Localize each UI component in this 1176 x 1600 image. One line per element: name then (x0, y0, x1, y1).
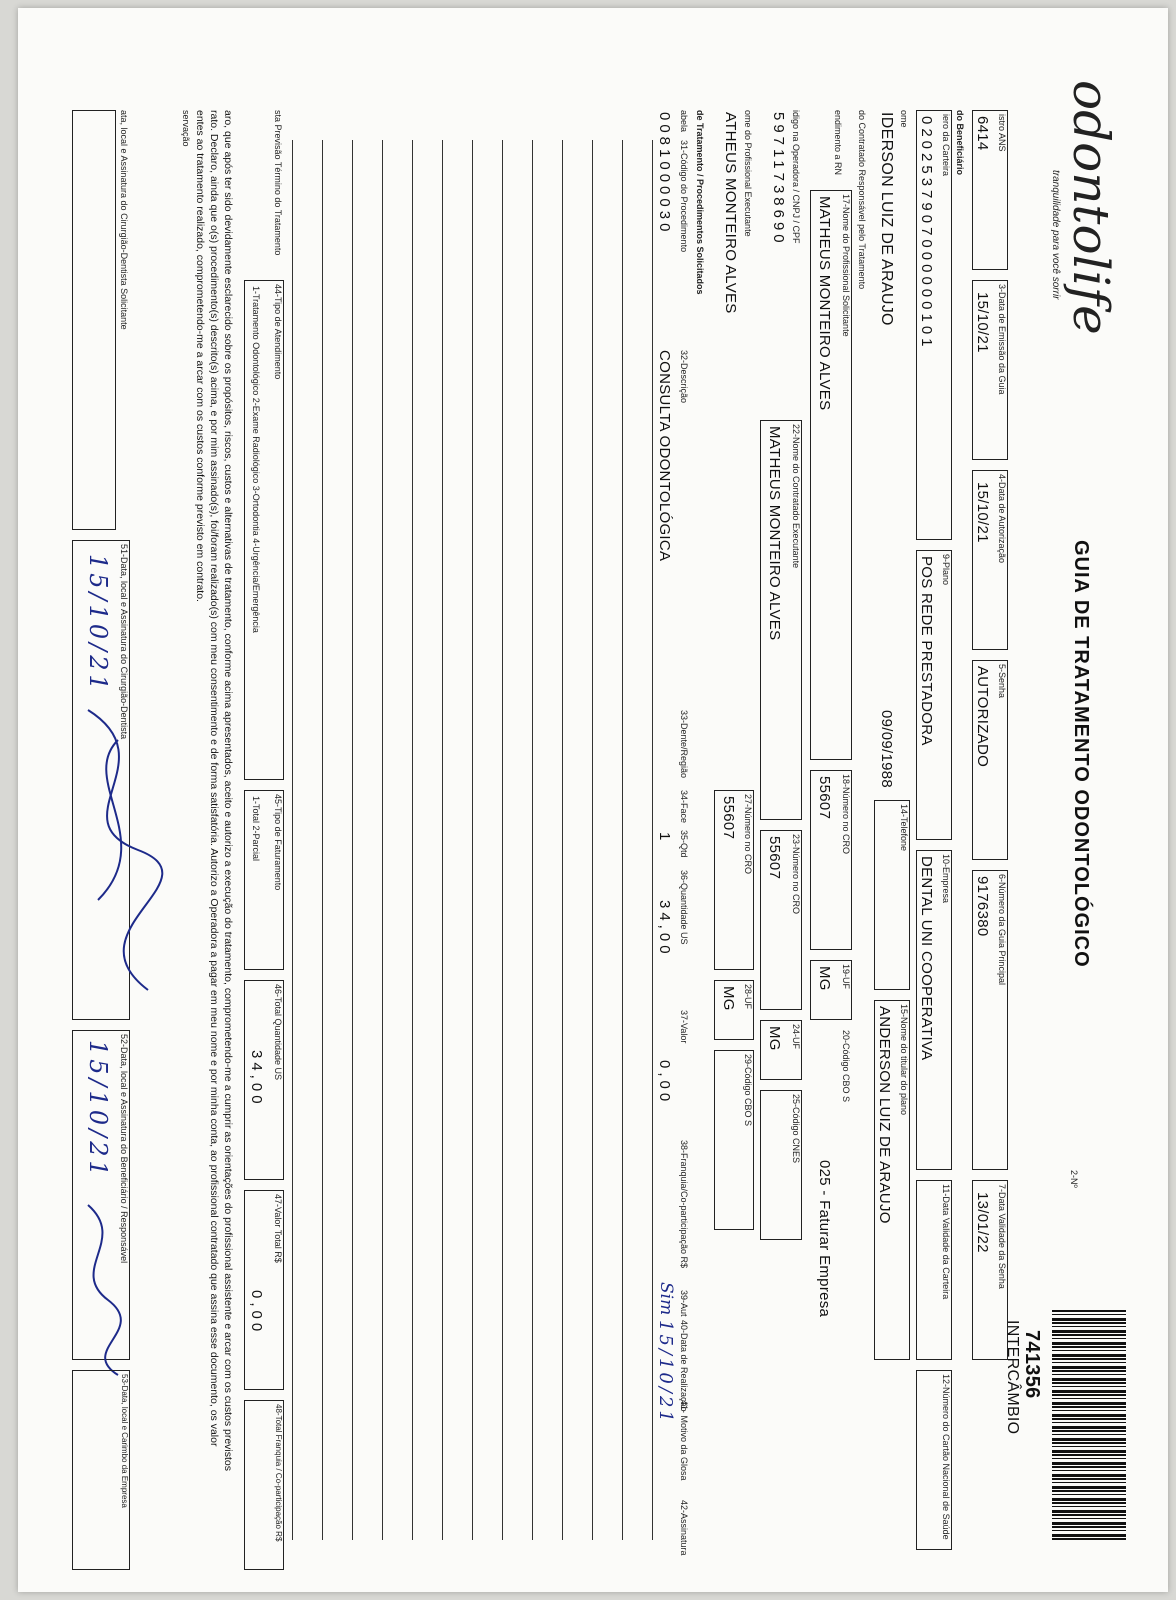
issue-date-value: 15/10/21 (974, 292, 991, 353)
guide-type: INTERCÂMBIO (1004, 1320, 1021, 1435)
table-row (652, 140, 654, 1540)
sig-requesting-box[interactable] (72, 110, 116, 530)
procedure-description: CONSULTA ODONTOLÓGICA (656, 350, 673, 562)
table-row (532, 140, 534, 1540)
declaration-line-3: entes ao tratamento realizado, comprometendo-me a arcar com os custos conforme previsto em contrato. (194, 110, 206, 602)
holder-label: 15-Nome do titular do plano (899, 1004, 909, 1116)
billing-options: 1-Total 2-Parcial (251, 796, 261, 862)
table-row (292, 140, 294, 1540)
sig-exec-label: 51-Data, local e Assinatura do Cirurgião-Dentista (119, 544, 129, 740)
req-prof-label: 17-Nome do Profissional Solicitante (841, 194, 851, 337)
ans-value: 6414 (974, 116, 991, 151)
password-label: 5-Senha (997, 664, 1007, 699)
table-row (472, 140, 474, 1540)
holder-value: ANDERSON LUIZ DE ARAUJO (876, 1006, 893, 1224)
procedure-code: 0081000030 (656, 112, 673, 236)
barcode-image (1052, 1310, 1126, 1540)
exec-name-value: MATHEUS MONTEIRO ALVES (766, 426, 783, 641)
col-description: 32-Descrição (679, 350, 689, 404)
card-label: iero da Carteira (941, 114, 951, 177)
beneficiary-signature (58, 1200, 138, 1380)
sus-label: 12-Número do Cartão Nacional de Saúde (941, 1374, 951, 1540)
col-tooth: 33-Dente/Região (679, 710, 689, 779)
req-prof-value: MATHEUS MONTEIRO ALVES (816, 196, 833, 411)
auth-date-value: 15/10/21 (974, 482, 991, 543)
table-row (382, 140, 384, 1540)
exec-prof-cro-value: 55607 (720, 796, 737, 840)
attendance-label: 44-Tipo de Atendimento (273, 284, 283, 380)
company-logo: odontolife (1062, 80, 1120, 335)
exec-cro-value: 55607 (766, 836, 783, 880)
plan-label: 9-Plano (941, 554, 951, 586)
total-franchise-label: 48-Total Franquia / Co-participação R$ (274, 1404, 283, 1542)
table-row (502, 140, 504, 1540)
table-row (562, 140, 564, 1540)
procedure-aut: Sim (656, 1282, 676, 1316)
declaration-line-2: rato. Declaro, ainda que o(s) procedimento(s) descrito(s) acima, e por mim assinado(s), foi/foram realizado(s) com meu consentimento e de forma satisfatória. Autorizo a Operadora a pagar em meu nome e por minha conta, ao profissional contratado que assina esse documento, os valor (208, 110, 220, 1447)
operator-code-value: 59711738690 (770, 112, 787, 247)
declaration-line-1: aro, que após ter sido devidamente esclarecido sobre os propósitos, riscos, custos e alternativas de tratamento, conforme acima apresentados, aceito e autorizo a execução do tratamento, comprometendo-me a cumprir as orientações do profissional assistente e arcar com os custos previstos (222, 110, 234, 1472)
guide-number: 741356 (1021, 1330, 1043, 1399)
password-value: AUTORIZADO (974, 666, 991, 768)
plan-value: POS REDE PRESTADORA (918, 556, 935, 746)
name-label: ome (899, 110, 909, 128)
table-row (412, 140, 414, 1540)
card-valid-label: 11-Data Validade da Carteira (941, 1184, 951, 1300)
end-date-label: sta Previsão Término do Tratamento (273, 110, 283, 256)
table-row (352, 140, 354, 1540)
page-title: GUIA DE TRATAMENTO ODONTOLÓGICO (1070, 540, 1092, 968)
company-value: DENTAL UNI COOPERATIVA (918, 856, 935, 1061)
main-guide-value: 9176380 (974, 876, 991, 937)
col-glosa: 41- Motivo da Glosa (679, 1400, 689, 1481)
attendance-options: 1-Tratamento Odontológico 2-Exame Radiológico 3-Ortodontia 4-Urgência/Emergência (251, 286, 261, 633)
password-valid-value: 13/01/22 (974, 1192, 991, 1253)
req-cbo-label: 20-Código CBO S (841, 1030, 851, 1103)
procedures-section: de Tratamento / Procedimentos Solicitados (695, 110, 705, 295)
sig-benef-date: 15/10/21 (84, 1040, 112, 1180)
ans-label: istro ANS (997, 114, 1007, 152)
exec-uf-value: MG (766, 1026, 783, 1051)
rn-label: endimento a RN (833, 110, 843, 176)
main-guide-label: 6-Número da Guia Principal (997, 874, 1007, 986)
treatment-guide-form (38, 20, 1138, 1580)
col-qty: 35-Qtd (679, 830, 689, 858)
col-signature: 42-Assinatura (679, 1500, 689, 1556)
operator-code-label: idigo na Operadora / CNPJ / CPF (791, 110, 801, 244)
col-value: 37-Valor (679, 1010, 689, 1044)
col-table: abela (679, 110, 689, 133)
req-uf-label: 19-UF (841, 964, 851, 990)
exec-prof-uf-label: 28-UF (743, 984, 753, 1010)
procedure-qty: 1 (656, 832, 673, 841)
total-us-value: 34,00 (248, 1050, 265, 1108)
logo-tagline: tranquilidade para você sorrir (1050, 170, 1061, 300)
col-date: 40-Data de Realização (679, 1320, 689, 1412)
exec-prof-value: ATHEUS MONTEIRO ALVES (722, 112, 739, 314)
procedure-value: 0,00 (656, 1060, 673, 1106)
procedure-us: 34,00 (656, 900, 673, 958)
exec-cro-label: 23-Número no CRO (791, 834, 801, 915)
company-label: 10-Empresa (941, 854, 951, 904)
dentist-signature (48, 700, 178, 1000)
phone-label: 14-Telefone (899, 804, 909, 852)
table-row (592, 140, 594, 1540)
auth-date-label: 4-Data de Autorização (997, 474, 1007, 564)
table-row (322, 140, 324, 1540)
beneficiary-section: do Beneficiário (955, 110, 965, 176)
col-aut: 39-Aut (679, 1290, 689, 1317)
exec-prof-cbo-label: 29-Código CBO S (743, 1054, 753, 1127)
password-valid-label: 7-Data Validade da Senha (997, 1184, 1007, 1289)
req-uf-value: MG (816, 966, 833, 991)
name-value: IDERSON LUIZ DE ARAUJO (878, 112, 895, 326)
sig-company-label: 53-Data, local e Carimbo da Empresa (120, 1374, 129, 1508)
exec-prof-uf-value: MG (720, 986, 737, 1011)
total-value-value: 0,00 (248, 1290, 265, 1336)
observation-label: servação (181, 110, 191, 147)
guide-number-label: 2-Nº (1069, 1170, 1079, 1188)
card-value: 0202537907000000101 (918, 116, 935, 351)
exec-uf-label: 24-UF (791, 1024, 801, 1050)
req-cro-value: 55607 (816, 776, 833, 820)
req-cro-label: 18-Número no CRO (841, 774, 851, 855)
birth-value: 09/09/1988 (878, 710, 895, 789)
total-us-label: 46-Total Quantidade US (273, 984, 283, 1081)
procedure-date: 15/10/21 (655, 1320, 676, 1425)
req-cbo-value: 025 - Faturar Empresa (816, 1160, 833, 1318)
cnes-label: 25-Código CNES (791, 1094, 801, 1164)
exec-name-label: 22-Nome do Contratado Executante (791, 424, 801, 569)
sig-exec-date: 15/10/21 (84, 554, 112, 694)
sig-requesting-label: ata, local e Assinatura do Cirurgião-Dentista Solicitante (119, 110, 129, 330)
col-code: 31-Código do Procedimento (679, 140, 689, 253)
exec-prof-label: ome do Profissional Executante (743, 110, 753, 237)
col-face: 34-Face (679, 790, 689, 824)
table-row (442, 140, 444, 1540)
requesting-section: do Contratado Responsável pelo Tratamento (857, 110, 867, 290)
exec-prof-cro-label: 27-Número no CRO (743, 794, 753, 875)
sig-benef-label: 52-Data, local e Assinatura do Beneficiário / Responsável (119, 1034, 129, 1264)
col-franchise: 38-Franquia/Co-participação R$ (679, 1140, 689, 1269)
billing-label: 45-Tipo de Faturamento (273, 794, 283, 891)
total-value-label: 47-Valor Total R$ (273, 1194, 283, 1263)
table-row (622, 140, 624, 1540)
issue-date-label: 3-Data de Emissão da Guia (997, 284, 1007, 395)
col-us: 36-Quantidade US (679, 870, 689, 945)
